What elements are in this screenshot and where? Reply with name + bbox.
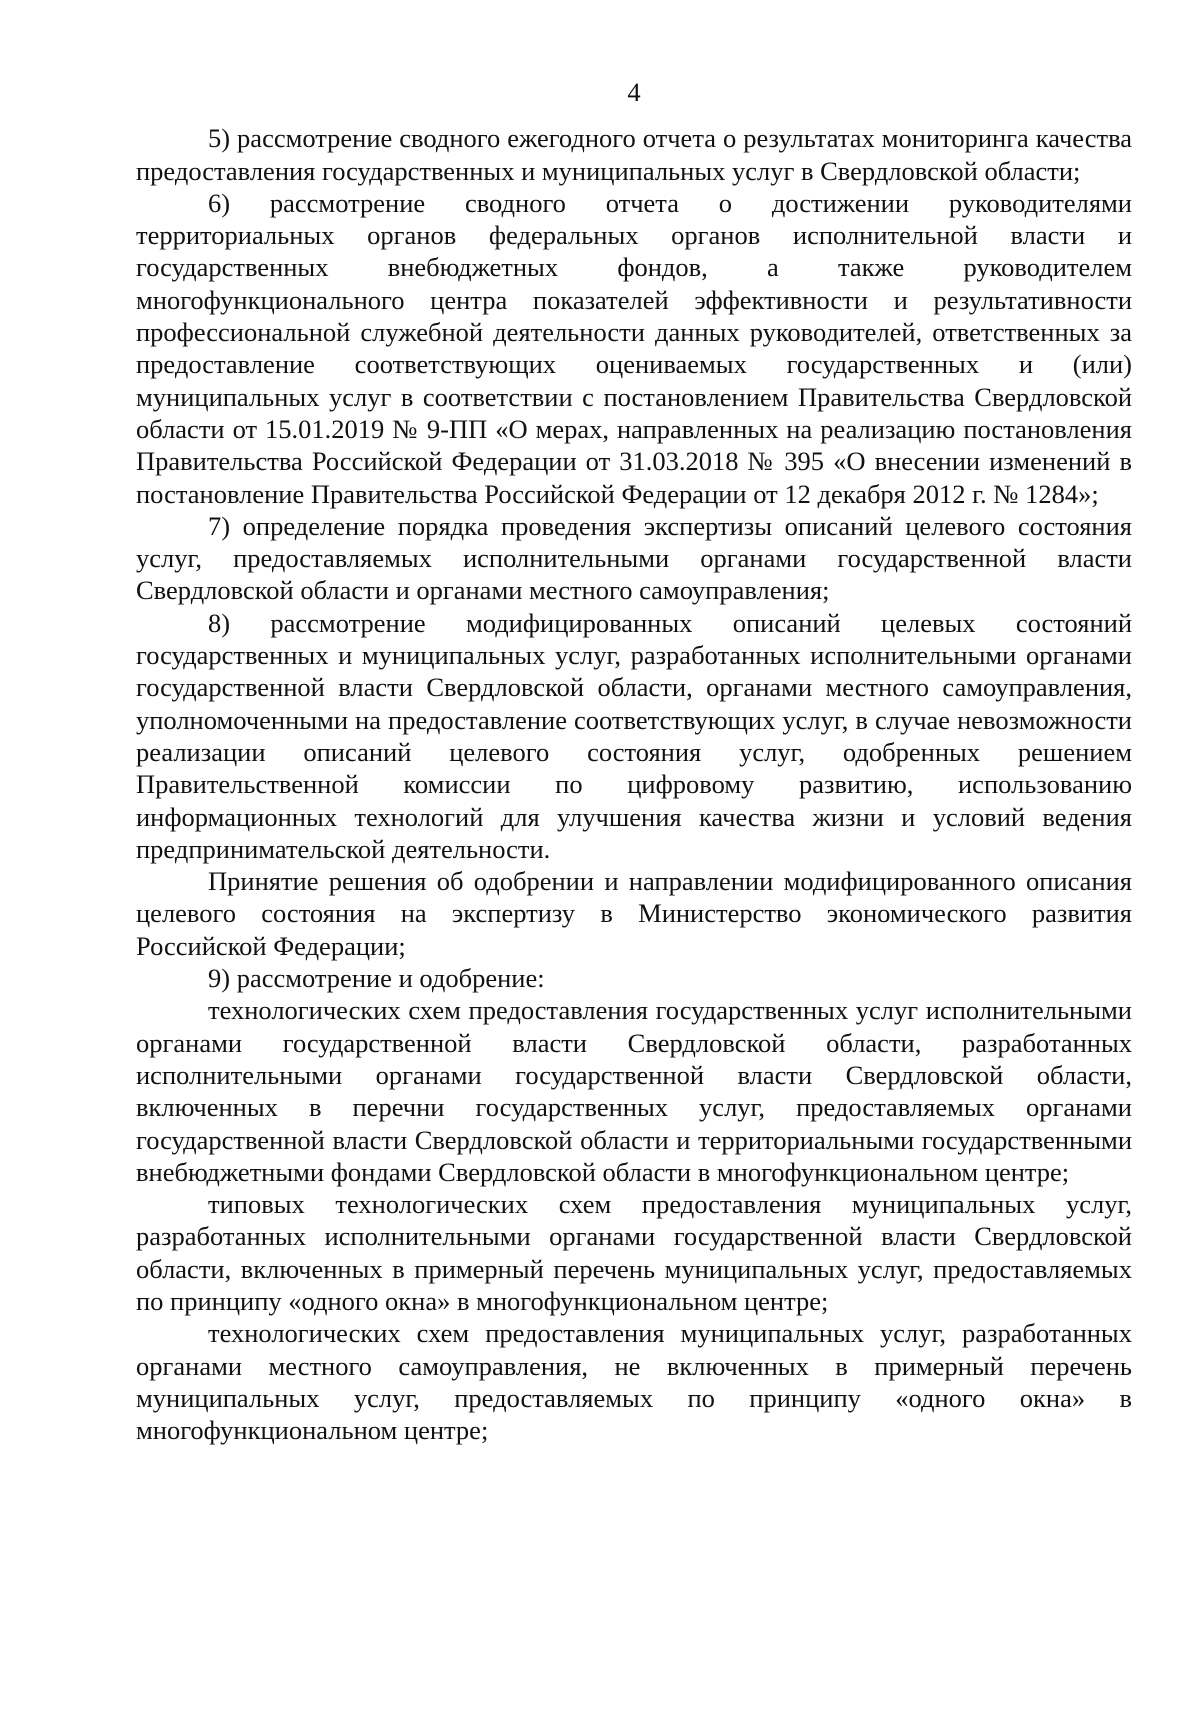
paragraph-item-5: 5) рассмотрение сводного ежегодного отчета о результатах мониторинга качества предоставления государственных и муниципальных услуг в Свердловской области; [136,123,1132,186]
paragraph-item-9-state-schemes: технологических схем предоставления государственных услуг исполнительными органами государственной власти Свердловской области, разработанных исполнительными органами государственной власти Свердловской области, включенных в перечни государственных услуг, предоставляемых органами государственной власти Свердловской области и территориальными государственными внебюджетными фондами Свердловской области в многофункциональном центре; [136,995,1132,1187]
paragraph-item-9-typical-schemes: типовых технологических схем предоставления муниципальных услуг, разработанных исполнительными органами государственной власти Свердловской области, включенных в примерный перечень муниципальных услуг, предоставляемых по принципу «одного окна» в многофункциональном центре; [136,1189,1132,1316]
paragraph-item-7: 7) определение порядка проведения экспертизы описаний целевого состояния услуг, предоставляемых исполнительными органами государственной власти Свердловской области и органами местного самоуправления; [136,510,1132,606]
paragraph-item-6: 6) рассмотрение сводного отчета о достижении руководителями территориальных органов федеральных органов исполнительной власти и государственных внебюджетных фондов, а также руководителем многофункционального центра показателей эффективности и результативности профессиональной служебной деятельности данных руководителей, ответственных за предоставление соответствующих оцениваемых государственных и (или) муниципальных услуг в соответствии с постановлением Правительства Свердловской области от 15.01.2019 № 9-ПП «О мерах, направленных на реализацию постановления Правительства Российской Федерации от 31.03.2018 № 395 «О внесении изменений в постановление Правительства Российской Федерации от 12 декабря 2012 г. № 1284»; [136,187,1132,509]
paragraph-item-9-municipal-schemes: технологических схем предоставления муниципальных услуг, разработанных органами местного самоуправления, не включенных в примерный перечень муниципальных услуг, предоставляемых по принципу «одного окна» в многофункциональном центре; [136,1318,1132,1446]
paragraph-decision: Принятие решения об одобрении и направлении модифицированного описания целевого состояния на экспертизу в Министерство экономического развития Российской Федерации; [136,866,1132,961]
document-page [136,76,1132,1446]
paragraph-item-9: 9) рассмотрение и одобрение: [208,963,545,994]
page-number: 4 [627,77,641,107]
paragraph-item-8: 8) рассмотрение модифицированных описаний целевых состояний государственных и муниципальных услуг, разработанных исполнительными органами государственной власти Свердловской области, органами местного самоуправления, уполномоченными на предоставление соответствующих услуг, в случае невозможности реализации описаний целевого состояния услуг, одобренных решением Правительственной комиссии по цифровому развитию, использованию информационных технологий для улучшения качества жизни и условий ведения предпринимательской деятельности. [136,607,1132,864]
